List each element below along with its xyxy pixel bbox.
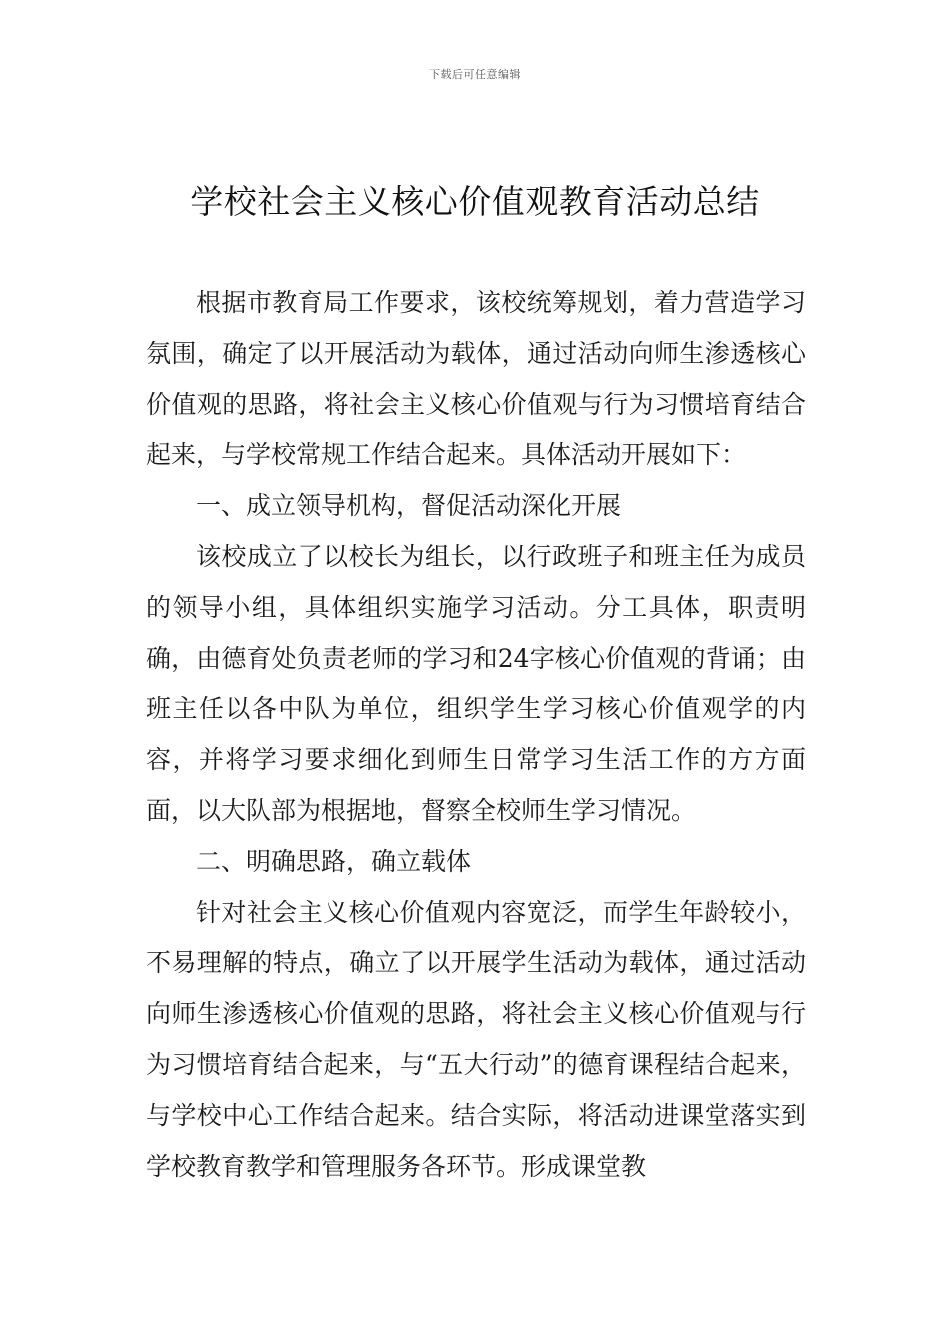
section-heading-2: 二、明确思路，确立载体	[196, 846, 472, 876]
document-title: 学校社会主义核心价值观教育活动总结	[190, 182, 760, 221]
paragraph-section-1: 该校成立了以校长为组长，以行政班子和班主任为成员的领导小组，具体组织实施学习活动。分工具体，职责明确，由德育处负责老师的学习和24字核心价值观的背诵；由班主任以各中队为单位，组织学生学习核心价值观学的内容，并将学习要求细化到师生日常学习生活工作的方方面面，以大队部为根据地，督察全校师生学习情况。	[146, 541, 806, 825]
document-body	[146, 278, 806, 1192]
section-heading-1: 一、成立领导机构，督促活动深化开展	[196, 491, 622, 521]
paragraph-intro: 根据市教育局工作要求，该校统筹规划，着力营造学习氛围，确定了以开展活动为载体，通过活动向师生渗透核心价值观的思路，将社会主义核心价值观与行为习惯培育结合起来，与学校常规工作结合起来。具体活动开展如下：	[146, 288, 806, 470]
paragraph-section-2: 针对社会主义核心价值观内容宽泛，而学生年龄较小，不易理解的特点，确立了以开展学生活动为载体，通过活动向师生渗透核心价值观的思路，将社会主义核心价值观与行为习惯培育结合起来，与“五大行动”的德育课程结合起来，与学校中心工作结合起来。结合实际，将活动进课堂落实到学校教育教学和管理服务各环节。形成课堂教	[146, 897, 806, 1181]
page-header-note: 下载后可任意编辑	[429, 68, 521, 81]
